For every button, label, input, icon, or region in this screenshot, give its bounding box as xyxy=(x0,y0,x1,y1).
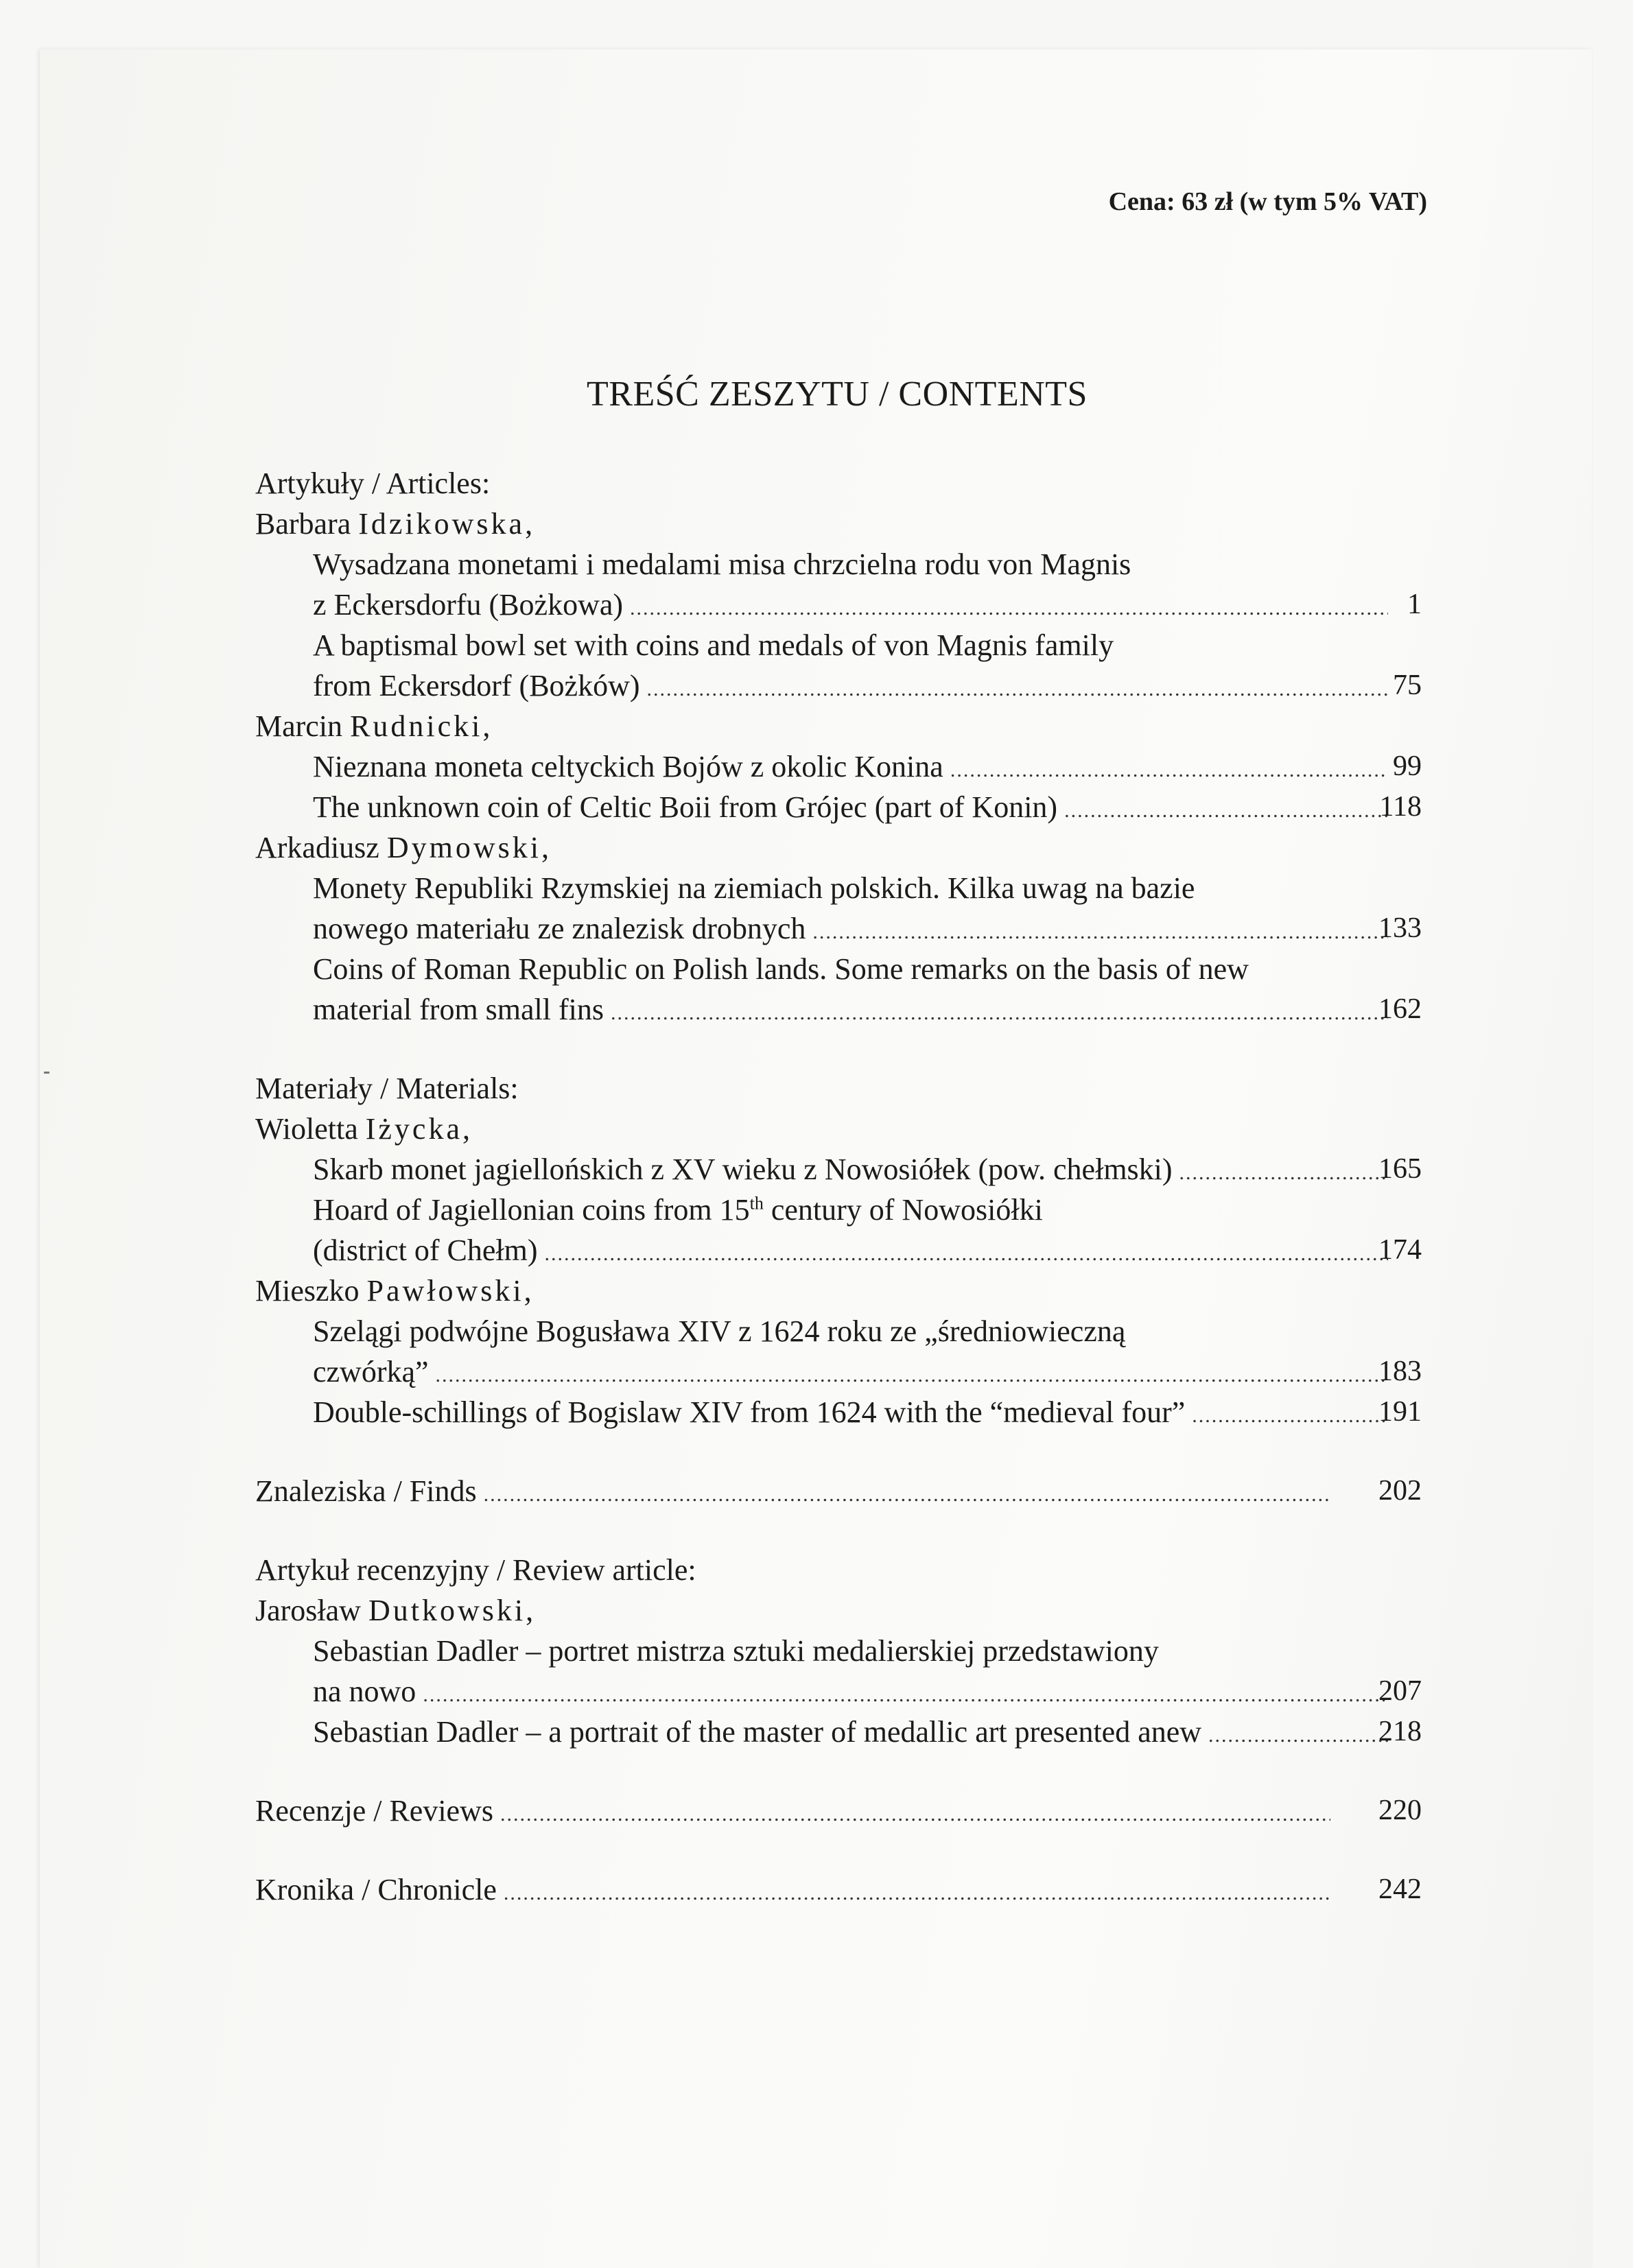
section-heading-review-article: Artykuł recenzyjny / Review article: xyxy=(255,1553,696,1587)
toc-entry[interactable]: Nieznana moneta celtyckich Bojów z okolic Konina ..... 99 xyxy=(255,746,1422,787)
toc-entry[interactable]: Sebastian Dadler – a portrait of the master of medallic art presented anew ..... 218 xyxy=(255,1712,1422,1752)
toc-entry[interactable]: from Eckersdorf (Bożków) ..... 75 xyxy=(255,665,1422,706)
page-number: 75 xyxy=(1393,670,1422,701)
toc-entry[interactable]: czwórką” ..... 183 xyxy=(255,1351,1422,1392)
page-number: 218 xyxy=(1378,1716,1422,1747)
dot-leader xyxy=(611,993,1388,1033)
toc-entry[interactable]: (district of Chełm) ..... 174 xyxy=(255,1230,1422,1271)
toc-entry[interactable]: The unknown coin of Celtic Boii from Grójec (part of Konin) ..... 118 xyxy=(255,787,1422,827)
dot-leader xyxy=(812,912,1388,952)
toc-entry[interactable]: na nowo ..... 207 xyxy=(255,1671,1422,1712)
dot-leader xyxy=(436,1355,1388,1395)
dot-leader xyxy=(500,1794,1330,1834)
toc-entry[interactable]: Double-schillings of Bogislaw XIV from 1624 with the “medieval four” ..... 191 xyxy=(255,1392,1422,1432)
entry-title-line: Monety Republiki Rzymskiej na ziemiach polskich. Kilka uwag na bazie xyxy=(313,871,1195,905)
contents-title: TREŚĆ ZESZYTU / CONTENTS xyxy=(587,375,1088,414)
author-name: Marcin Rudnicki, xyxy=(255,709,493,743)
author-name: Jarosław Dutkowski, xyxy=(255,1594,537,1627)
dot-leader xyxy=(1064,790,1388,831)
entry-title-line: Hoard of Jagiellonian coins from 15th century of Nowosiółki xyxy=(313,1193,1043,1227)
entry-title-line: Szelągi podwójne Bogusława XIV z 1624 roku ze „średniowieczną xyxy=(313,1314,1126,1348)
page-number: 118 xyxy=(1379,791,1422,823)
toc-entry[interactable]: material from small fins ..... 162 xyxy=(255,989,1422,1030)
toc-entry[interactable]: z Eckersdorfu (Bożkowa) ..... 1 xyxy=(255,584,1422,625)
entry-title-line: Coins of Roman Republic on Polish lands. Some remarks on the basis of new xyxy=(313,952,1249,986)
page-number: 133 xyxy=(1378,912,1422,944)
page-number: 202 xyxy=(1378,1475,1422,1507)
dot-leader xyxy=(484,1474,1330,1515)
page-number: 220 xyxy=(1378,1795,1422,1826)
table-of-contents xyxy=(255,463,1422,1910)
page-number: 1 xyxy=(1407,589,1422,620)
page-number: 162 xyxy=(1378,993,1422,1025)
entry-title-line: Wysadzana monetami i medalami misa chrzcielna rodu von Magnis xyxy=(313,547,1131,581)
author-name: Arkadiusz Dymowski, xyxy=(255,831,552,864)
entry-title-line: Sebastian Dadler – portret mistrza sztuki medalierskiej przedstawiony xyxy=(313,1634,1159,1668)
dot-leader xyxy=(647,669,1388,709)
toc-entry[interactable]: Skarb monet jagiellońskich z XV wieku z Nowosiółek (pow. chełmski) ..... 165 xyxy=(255,1149,1422,1190)
speck-mark xyxy=(44,1072,49,1074)
dot-leader xyxy=(950,750,1388,790)
page-number: 191 xyxy=(1378,1396,1422,1428)
dot-leader xyxy=(423,1675,1388,1715)
page-number: 242 xyxy=(1378,1874,1422,1905)
author-name: Mieszko Pawłowski, xyxy=(255,1274,534,1308)
page-number: 207 xyxy=(1378,1675,1422,1707)
dot-leader xyxy=(545,1233,1389,1274)
toc-entry-reviews[interactable]: Recenzje / Reviews ..... 220 xyxy=(255,1791,1422,1831)
section-heading-materials: Materiały / Materials: xyxy=(255,1072,519,1105)
toc-entry-chronicle[interactable]: Kronika / Chronicle ..... 242 xyxy=(255,1869,1422,1910)
author-name: Barbara Idzikowska, xyxy=(255,507,536,541)
page-number: 174 xyxy=(1378,1234,1422,1266)
page-number: 165 xyxy=(1378,1153,1422,1185)
toc-entry[interactable]: nowego materiału ze znalezisk drobnych ..... 133 xyxy=(255,908,1422,949)
page-number: 183 xyxy=(1378,1356,1422,1387)
dot-leader xyxy=(504,1873,1330,1913)
author-name: Wioletta Iżycka, xyxy=(255,1112,473,1146)
dot-leader xyxy=(630,588,1388,628)
price-label: Cena: 63 zł (w tym 5% VAT) xyxy=(1108,187,1427,216)
section-heading-articles: Artykuły / Articles: xyxy=(255,466,491,500)
entry-title-line: A baptismal bowl set with coins and medals of von Magnis family xyxy=(313,628,1114,662)
page-number: 99 xyxy=(1393,751,1422,782)
toc-entry-finds[interactable]: Znaleziska / Finds ..... 202 xyxy=(255,1471,1422,1511)
